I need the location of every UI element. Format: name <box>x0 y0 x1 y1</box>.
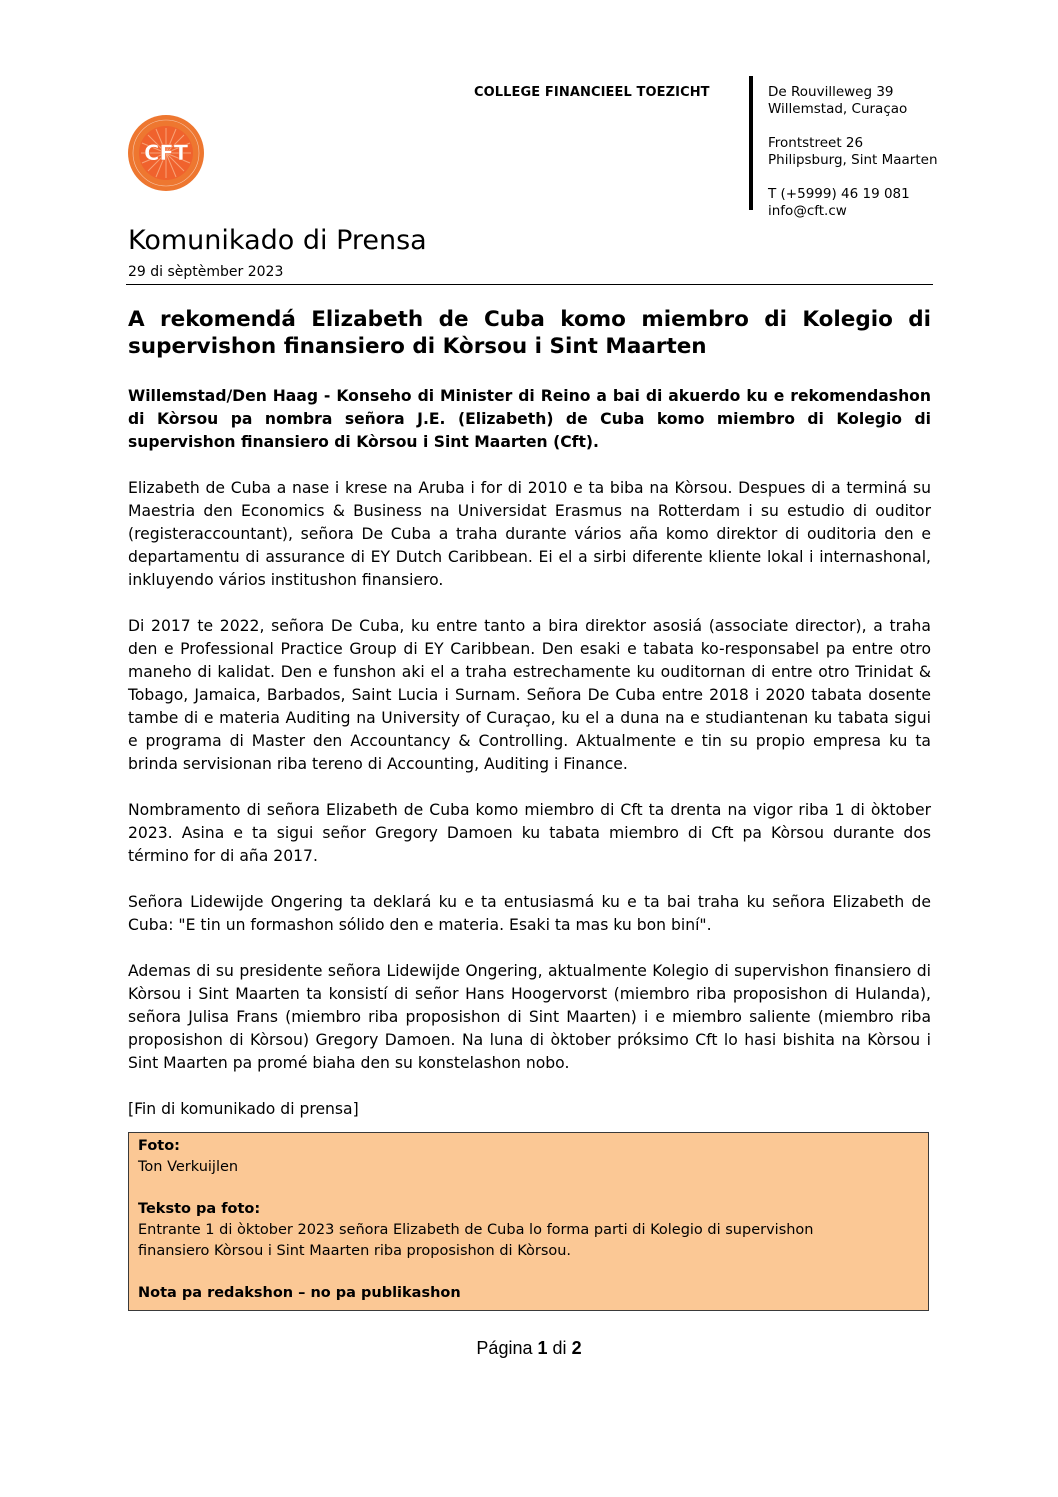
article-body <box>128 385 931 1121</box>
body-paragraph: Nombramento di señora Elizabeth de Cuba komo miembro di Cft ta drenta na vigor riba 1 di òktober 2023. Asina e ta sigui señor Gregory Damoen ku tabata miembro di Cft pa Kòrsou durante dos término for di aña 2017. <box>128 801 931 865</box>
page-total: 2 <box>571 1338 582 1358</box>
letterhead-divider <box>749 76 753 210</box>
page-current: 1 <box>537 1338 548 1358</box>
photo-caption: Entrante 1 di òktober 2023 señora Elizabeth de Cuba lo forma parti di Kolegio di supervishon finansiero Kòrsou i Sint Maarten riba proposishon di Kòrsou. <box>138 1222 814 1259</box>
body-paragraph: Di 2017 te 2022, señora De Cuba, ku entre tanto a bira direktor asosiá (associate director), a traha den e Professional Practice Group di EY Caribbean. Den esaki e tabata ko-responsabel pa entre otro maneho di kalidat. Den e funshon aki el a traha estrechamente ku ouditornan di entre otro Trinidat & Tobago, Jamaica, Barbados, Saint Lucia i Surnam. Señora De Cuba entre 2018 i 2020 tabata dosente tambe di e materia Auditing na University of Curaçao, ku el a duna na e studiantenan ku tabata sigui e programa di Master den Accountancy & Controlling. Aktualmente e tin su propio empresa ku ta brinda servisionan riba tereno di Accounting, Auditing i Finance. <box>128 617 931 773</box>
logo-text: CFT <box>143 141 189 165</box>
body-paragraph: Señora Lidewijde Ongering ta deklará ku e ta entusiasmá ku e ta bai traha ku señora Elizabeth de Cuba: "E tin un formashon sólido den e materia. Esaki ta mas ku bon biní". <box>128 893 931 934</box>
page-prefix: Página <box>476 1338 533 1358</box>
header-rule <box>126 284 933 285</box>
address-line: Philipsburg, Sint Maarten <box>768 152 938 168</box>
photo-info-box <box>128 1132 929 1311</box>
photo-credit: Ton Verkuijlen <box>138 1159 239 1175</box>
body-paragraph: Elizabeth de Cuba a nase i krese na Aruba i for di 2010 e ta biba na Kòrsou. Despues di a terminá su Maestria den Economics & Business na Universidat Erasmus na Rotterdam i su estudio di ouditor (registeraccountant), señora De Cuba a traha durante vários aña komo direktor di ouditoria den e departamentu di assurance di EY Dutch Caribbean. Ei el a sirbi diferente kliente lokal i internashonal, inkluyendo vários institushon finansiero. <box>128 479 931 589</box>
address-line: Willemstad, Curaçao <box>768 101 908 117</box>
page-separator: di <box>552 1338 567 1358</box>
caption-label: Teksto pa foto: <box>138 1201 261 1217</box>
photo-label: Foto: <box>138 1138 180 1154</box>
page-number <box>0 1338 1058 1359</box>
document-date: 29 di sèptèmber 2023 <box>128 264 284 280</box>
end-note: [Fin di komunikado di prensa] <box>128 1100 359 1118</box>
editor-note: Nota pa redakshon – no pa publikashon <box>138 1285 461 1301</box>
headline: A rekomendá Elizabeth de Cuba komo miembro di Kolegio di supervishon finansiero di Kòrsou i Sint Maarten <box>128 307 931 359</box>
organization-name: COLLEGE FINANCIEEL TOEZICHT <box>474 85 710 100</box>
email-address: info@cft.cw <box>768 203 847 219</box>
address-line: De Rouvilleweg 39 <box>768 84 894 100</box>
cft-logo <box>127 114 205 192</box>
document-title: Komunikado di Prensa <box>128 225 427 256</box>
address-block <box>768 84 938 220</box>
address-line: Frontstreet 26 <box>768 135 864 151</box>
body-paragraph: Ademas di su presidente señora Lidewijde Ongering, aktualmente Kolegio di supervishon finansiero di Kòrsou i Sint Maarten ta konsistí di señor Hans Hoogervorst (miembro riba proposishon di Hulanda), señora Julisa Frans (miembro riba proposishon di Sint Maarten) i e miembro saliente (miembro riba proposishon di Kòrsou) Gregory Damoen. Na luna di òktober próksimo Cft lo hasi bishita na Kòrsou i Sint Maarten pa promé biaha den su konstelashon nobo. <box>128 962 931 1072</box>
phone-number: T (+5999) 46 19 081 <box>768 186 910 202</box>
lead-paragraph: Willemstad/Den Haag - Konseho di Minister di Reino a bai di akuerdo ku e rekomendashon di Kòrsou pa nombra señora J.E. (Elizabeth) de Cuba komo miembro di Kolegio di supervishon finansiero di Kòrsou i Sint Maarten (Cft). <box>128 387 931 451</box>
